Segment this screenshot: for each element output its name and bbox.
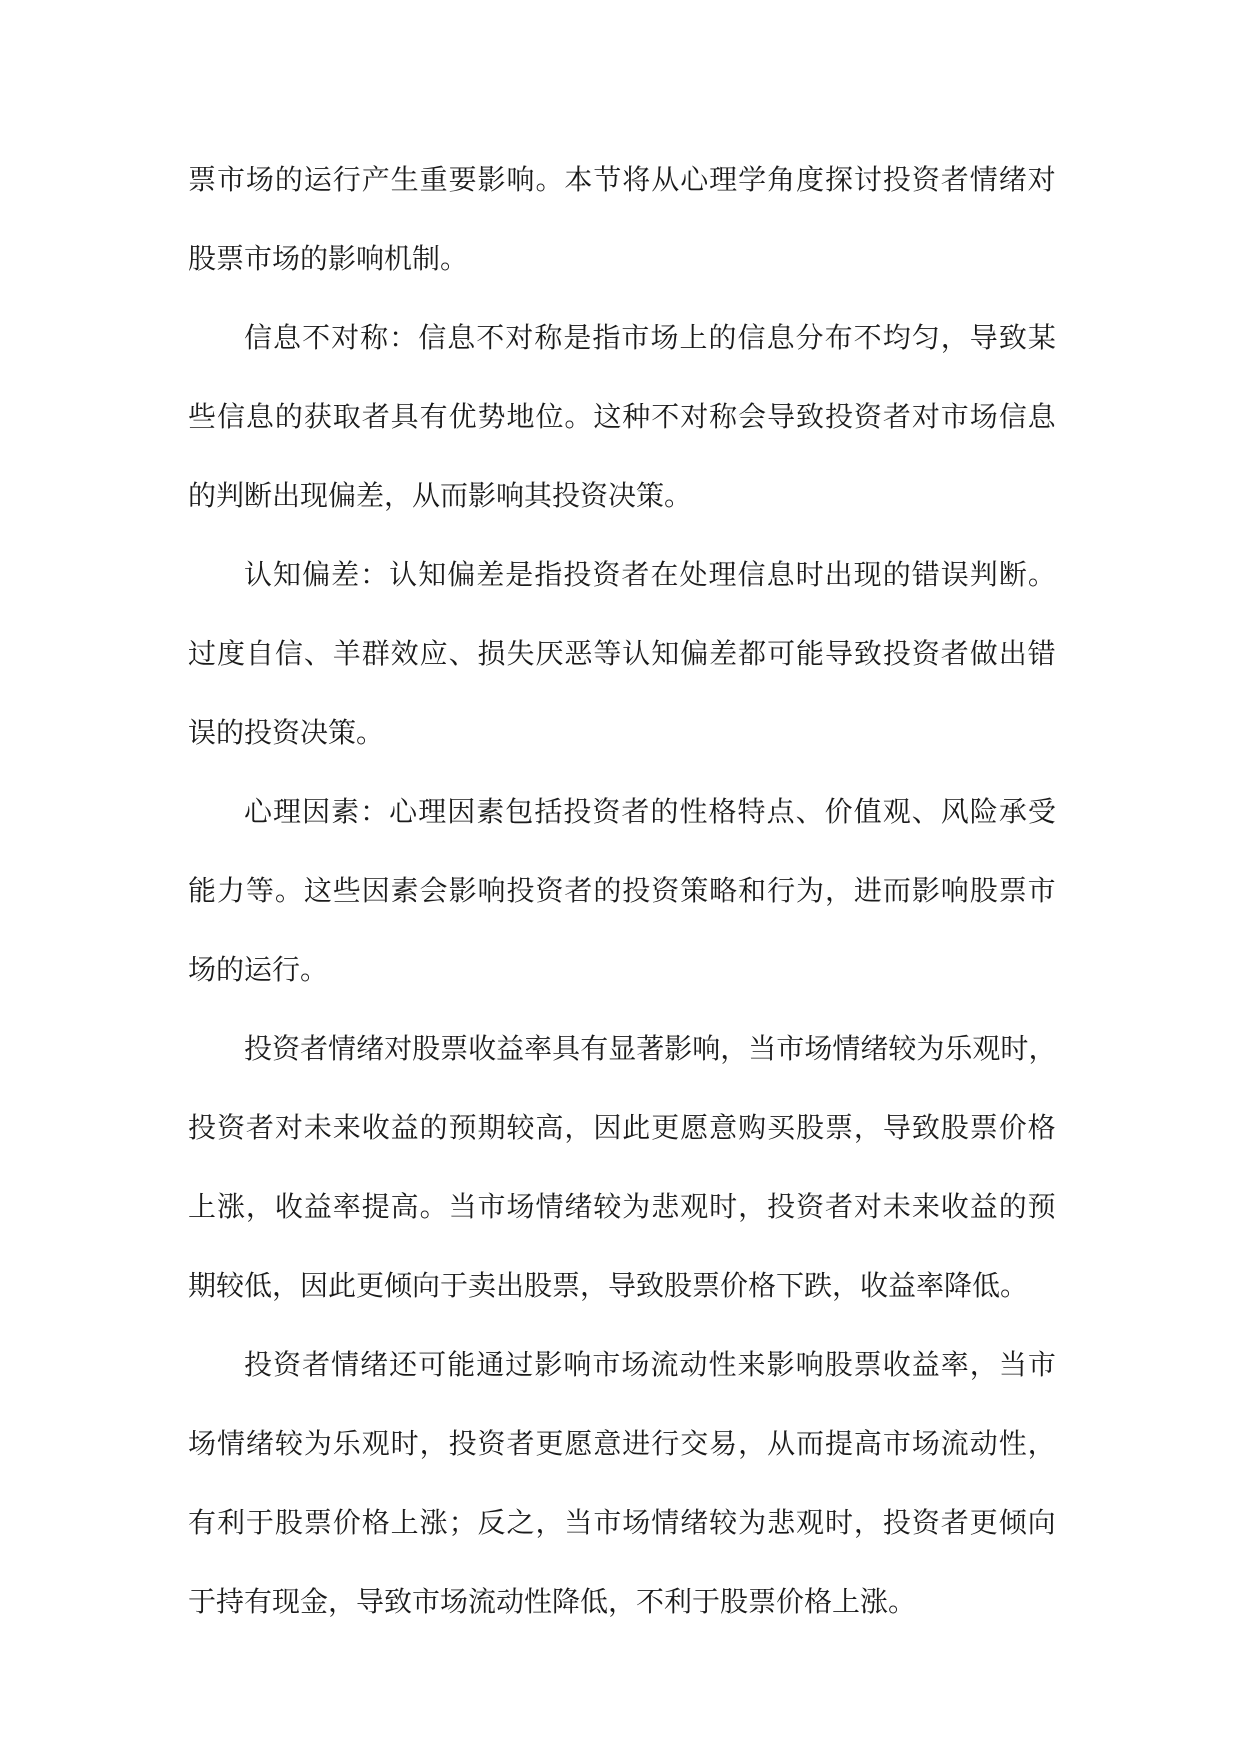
- text-line: 过 度 自 信 、 羊 群 效 应 、 损 失 厌 恶 等 认 知 偏 差 都 可 能 导 致 投 资 者 做 出 错: [188, 637, 1056, 670]
- text-line: 投 资 者 对 未 来 收 益 的 预 期 较 高 ， 因 此 更 愿 意 购 买 股 票 ， 导 致 股 票 价 格: [188, 1111, 1056, 1144]
- text-line: 投 资 者 情 绪 对 股 票 收 益 率 具 有 显 著 影 响 ， 当 市 场 情 绪 较 为 乐 观 时 ，: [244, 1032, 1057, 1065]
- text-line: 投 资 者 情 绪 还 可 能 通 过 影 响 市 场 流 动 性 来 影 响 股 票 收 益 率 ， 当 市: [244, 1348, 1056, 1381]
- text-line: 场的运行。: [188, 953, 329, 986]
- text-line: 股票市场的影响机制。: [188, 242, 469, 275]
- paragraph: [188, 772, 1056, 1009]
- paragraph: [188, 1325, 1056, 1641]
- paragraph: [188, 1009, 1056, 1325]
- text-line: 信 息 不 对 称 ： 信 息 不 对 称 是 指 市 场 上 的 信 息 分 布 不 均 匀 ， 导 致 某: [244, 321, 1056, 354]
- text-line: 上 涨 ， 收 益 率 提 高 。 当 市 场 情 绪 较 为 悲 观 时 ， 投 资 者 对 未 来 收 益 的 预: [188, 1190, 1056, 1223]
- paragraph: [188, 535, 1056, 772]
- paragraph: [188, 140, 1056, 298]
- text-line: 能 力 等 。 这 些 因 素 会 影 响 投 资 者 的 投 资 策 略 和 行 为 ， 进 而 影 响 股 票 市: [188, 874, 1056, 907]
- text-line: 些 信 息 的 获 取 者 具 有 优 势 地 位 。 这 种 不 对 称 会 导 致 投 资 者 对 市 场 信 息: [188, 400, 1056, 433]
- text-line: 的判断出现偏差，从而影响其投资决策。: [188, 479, 693, 512]
- text-line: 认 知 偏 差 ： 认 知 偏 差 是 指 投 资 者 在 处 理 信 息 时 出 现 的 错 误 判 断 。: [244, 558, 1056, 591]
- paragraph: [188, 298, 1056, 535]
- text-line: 于持有现金，导致市场流动性降低，不利于股票价格上涨。: [188, 1585, 917, 1618]
- text-line: 票 市 场 的 运 行 产 生 重 要 影 响 。 本 节 将 从 心 理 学 角 度 探 讨 投 资 者 情 绪 对: [188, 163, 1056, 196]
- text-line: 期较低，因此更倾向于卖出股票，导致股票价格下跌，收益率降低。: [188, 1269, 1029, 1302]
- text-line: 有 利 于 股 票 价 格 上 涨 ； 反 之 ， 当 市 场 情 绪 较 为 悲 观 时 ， 投 资 者 更 倾 向: [188, 1506, 1056, 1539]
- text-line: 误的投资决策。: [188, 716, 385, 749]
- text-line: 场 情 绪 较 为 乐 观 时 ， 投 资 者 更 愿 意 进 行 交 易 ， 从 而 提 高 市 场 流 动 性 ，: [188, 1427, 1056, 1460]
- body-text: [188, 140, 1056, 1641]
- text-line: 心 理 因 素 ： 心 理 因 素 包 括 投 资 者 的 性 格 特 点 、 价 值 观 、 风 险 承 受: [244, 795, 1056, 828]
